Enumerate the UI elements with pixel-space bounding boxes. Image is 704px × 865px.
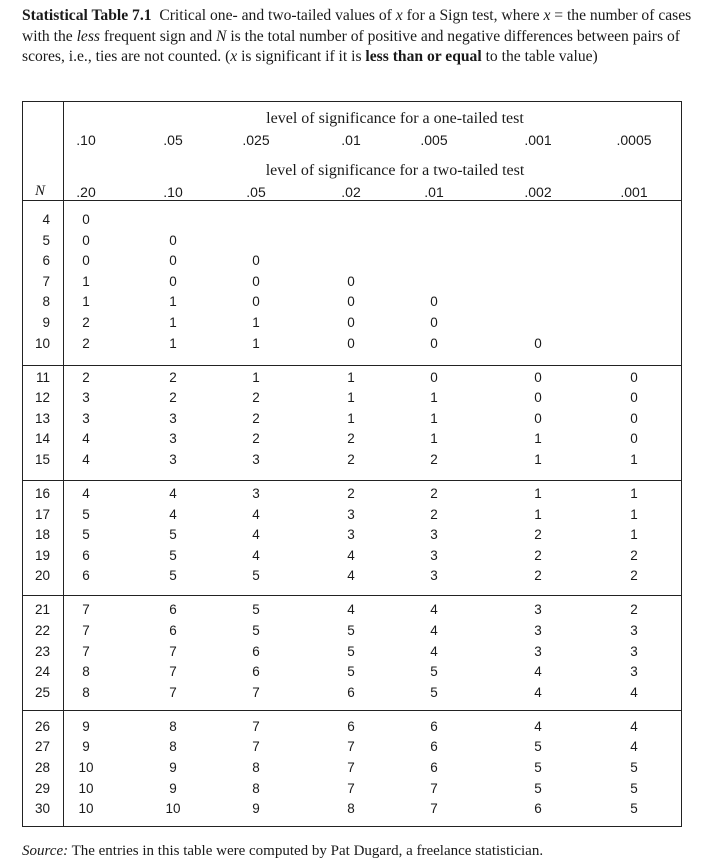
caption-variable: x [543, 7, 551, 24]
critical-value-cell: 0 [252, 253, 260, 269]
critical-value-cell: 2 [252, 390, 260, 406]
critical-value-cell: 3 [82, 390, 90, 406]
row-group-divider [23, 200, 681, 201]
critical-value-cell: 0 [252, 294, 260, 310]
column-divider [63, 102, 64, 826]
critical-value-cell: 4 [630, 718, 638, 734]
row-n-value: 4 [42, 212, 50, 227]
critical-value-cell: 7 [82, 643, 90, 659]
row-n-value: 9 [42, 315, 50, 330]
critical-value-cell: 1 [252, 369, 260, 385]
critical-value-cell: 3 [630, 664, 638, 680]
two-tailed-level: .20 [76, 184, 96, 200]
row-n-value: 17 [34, 506, 50, 522]
critical-value-cell: 1 [630, 486, 638, 501]
critical-value-cell: 8 [347, 801, 355, 817]
critical-value-cell: 7 [347, 739, 355, 755]
caption-emphasis: less [76, 27, 100, 45]
critical-value-cell: 1 [347, 390, 355, 406]
caption-text: is the total number of positive and negative differences between pairs of scores, i.e., ties are not counted. ( [22, 27, 680, 66]
n-column-header: N [35, 183, 46, 199]
critical-value-cell: 7 [169, 664, 177, 680]
critical-value-cell: 0 [252, 273, 260, 289]
critical-value-cell: 5 [82, 506, 90, 522]
critical-value-cell: 7 [82, 602, 90, 618]
critical-value-cell: 5 [430, 684, 438, 700]
critical-value-cell: 3 [534, 643, 542, 659]
critical-value-cell: 5 [347, 664, 355, 680]
row-n-value: 29 [34, 780, 50, 796]
row-n-value: 28 [34, 760, 50, 775]
critical-value-cell: 10 [165, 801, 181, 817]
critical-value-cell: 4 [252, 506, 260, 522]
row-n-value: 18 [34, 527, 50, 543]
critical-value-cell: 4 [82, 486, 90, 501]
critical-value-cell: 0 [82, 232, 90, 248]
critical-value-cell: 4 [534, 718, 542, 734]
critical-value-cell: 4 [534, 684, 542, 700]
sign-test-table [22, 101, 682, 827]
critical-value-cell: 0 [534, 390, 542, 406]
critical-value-cell: 0 [347, 335, 355, 351]
critical-value-cell: 0 [347, 273, 355, 289]
row-n-value: 11 [35, 369, 50, 385]
row-n-value: 12 [34, 390, 50, 406]
one-tailed-level: .01 [341, 132, 361, 148]
critical-value-cell: 1 [252, 315, 260, 330]
critical-value-cell: 4 [82, 452, 90, 467]
critical-value-cell: 9 [82, 739, 90, 755]
critical-value-cell: 8 [169, 718, 177, 734]
row-group-divider [23, 480, 681, 481]
critical-value-cell: 6 [169, 623, 177, 638]
critical-value-cell: 5 [534, 780, 542, 796]
row-n-value: 6 [42, 253, 50, 269]
critical-value-cell: 4 [169, 506, 177, 522]
row-n-value: 20 [34, 568, 50, 584]
critical-value-cell: 3 [347, 527, 355, 543]
critical-value-cell: 0 [347, 294, 355, 310]
caption-text: frequent sign and [99, 27, 217, 45]
critical-value-cell: 0 [430, 369, 438, 385]
critical-value-cell: 7 [169, 643, 177, 659]
critical-value-cell: 2 [630, 602, 638, 618]
critical-value-cell: 5 [252, 602, 260, 618]
critical-value-cell: 1 [169, 335, 177, 351]
critical-value-cell: 3 [430, 547, 438, 563]
critical-value-cell: 2 [82, 315, 90, 330]
caption-text: = the number of cases with the [22, 7, 692, 45]
critical-value-cell: 5 [347, 623, 355, 638]
critical-value-cell: 6 [347, 718, 355, 734]
critical-value-cell: 0 [630, 390, 638, 406]
critical-value-cell: 6 [252, 643, 260, 659]
critical-value-cell: 1 [347, 369, 355, 385]
critical-value-cell: 0 [169, 273, 177, 289]
critical-value-cell: 0 [430, 335, 438, 351]
critical-value-cell: 7 [252, 739, 260, 755]
critical-value-cell: 2 [534, 547, 542, 563]
critical-value-cell: 2 [534, 568, 542, 584]
critical-value-cell: 5 [430, 664, 438, 680]
caption-variable: x [395, 7, 403, 24]
critical-value-cell: 3 [430, 568, 438, 584]
critical-value-cell: 2 [430, 452, 438, 467]
critical-value-cell: 2 [252, 410, 260, 426]
critical-value-cell: 1 [169, 315, 177, 330]
row-n-value: 30 [34, 801, 50, 817]
critical-value-cell: 1 [252, 335, 260, 351]
critical-value-cell: 9 [82, 718, 90, 734]
row-n-value: 10 [34, 335, 50, 351]
critical-value-cell: 4 [347, 568, 355, 584]
two-tailed-level: .02 [341, 184, 361, 200]
critical-value-cell: 4 [430, 643, 438, 659]
critical-value-cell: 9 [252, 801, 260, 817]
critical-value-cell: 1 [534, 486, 542, 501]
critical-value-cell: 8 [252, 780, 260, 796]
critical-value-cell: 9 [169, 780, 177, 796]
critical-value-cell: 0 [630, 410, 638, 426]
critical-value-cell: 0 [630, 369, 638, 385]
critical-value-cell: 1 [430, 410, 438, 426]
critical-value-cell: 5 [630, 801, 638, 817]
critical-value-cell: 5 [169, 527, 177, 543]
critical-value-cell: 0 [82, 253, 90, 269]
row-n-value: 27 [34, 739, 50, 755]
critical-value-cell: 9 [169, 760, 177, 775]
row-n-value: 14 [34, 431, 50, 447]
critical-value-cell: 4 [252, 527, 260, 543]
row-n-value: 21 [34, 602, 50, 618]
critical-value-cell: 5 [82, 527, 90, 543]
row-group-divider [23, 365, 681, 366]
critical-value-cell: 3 [169, 431, 177, 447]
critical-value-cell: 3 [169, 410, 177, 426]
critical-value-cell: 7 [430, 780, 438, 796]
row-n-value: 13 [34, 410, 50, 426]
critical-value-cell: 2 [430, 506, 438, 522]
critical-value-cell: 0 [534, 335, 542, 351]
one-tailed-level: .001 [524, 132, 552, 148]
critical-value-cell: 5 [534, 739, 542, 755]
critical-value-cell: 1 [534, 452, 542, 467]
caption-text: is significant if it is [237, 48, 366, 66]
critical-value-cell: 6 [252, 664, 260, 680]
critical-value-cell: 4 [534, 664, 542, 680]
one-tailed-level: .025 [242, 132, 270, 148]
row-n-value: 15 [34, 452, 50, 467]
critical-value-cell: 2 [630, 547, 638, 563]
critical-value-cell: 3 [82, 410, 90, 426]
critical-value-cell: 2 [630, 568, 638, 584]
critical-value-cell: 5 [534, 760, 542, 775]
caption-text: Critical one- and two-tailed values of [159, 7, 396, 24]
critical-value-cell: 6 [430, 739, 438, 755]
two-tailed-level: .002 [524, 184, 552, 200]
caption-label: Statistical Table 7.1 [22, 7, 152, 24]
critical-value-cell: 0 [630, 431, 638, 447]
critical-value-cell: 8 [252, 760, 260, 775]
table-caption [22, 6, 692, 68]
one-tailed-level: .0005 [616, 132, 652, 148]
critical-value-cell: 6 [534, 801, 542, 817]
source-label: Source: [22, 843, 69, 859]
critical-value-cell: 1 [630, 527, 638, 543]
critical-value-cell: 5 [252, 568, 260, 584]
one-tailed-level: .05 [163, 132, 183, 148]
row-n-value: 23 [34, 643, 50, 659]
critical-value-cell: 6 [430, 718, 438, 734]
critical-value-cell: 2 [430, 486, 438, 501]
critical-value-cell: 0 [169, 232, 177, 248]
critical-value-cell: 5 [169, 568, 177, 584]
caption-text: for a Sign test, where [402, 7, 544, 24]
row-n-value: 5 [42, 232, 50, 248]
critical-value-cell: 3 [534, 602, 542, 618]
two-tailed-level: .01 [424, 184, 444, 200]
critical-value-cell: 1 [630, 506, 638, 522]
critical-value-cell: 3 [430, 527, 438, 543]
critical-value-cell: 2 [169, 390, 177, 406]
caption-text: to the table value) [481, 48, 598, 66]
critical-value-cell: 3 [169, 452, 177, 467]
critical-value-cell: 6 [82, 568, 90, 584]
critical-value-cell: 4 [347, 547, 355, 563]
two-tailed-level: .001 [620, 184, 648, 200]
critical-value-cell: 2 [347, 431, 355, 447]
critical-value-cell: 5 [630, 760, 638, 775]
critical-value-cell: 1 [347, 410, 355, 426]
critical-value-cell: 6 [169, 602, 177, 618]
critical-value-cell: 2 [82, 335, 90, 351]
critical-value-cell: 3 [252, 452, 260, 467]
critical-value-cell: 7 [347, 760, 355, 775]
critical-value-cell: 8 [82, 664, 90, 680]
critical-value-cell: 4 [630, 739, 638, 755]
caption-variable: x [230, 48, 238, 66]
critical-value-cell: 4 [347, 602, 355, 618]
critical-value-cell: 7 [252, 684, 260, 700]
critical-value-cell: 6 [430, 760, 438, 775]
critical-value-cell: 7 [252, 718, 260, 734]
critical-value-cell: 0 [534, 369, 542, 385]
critical-value-cell: 3 [630, 623, 638, 638]
row-n-value: 26 [34, 718, 50, 734]
critical-value-cell: 4 [630, 684, 638, 700]
source-note [22, 843, 543, 860]
row-n-value: 22 [34, 623, 50, 638]
critical-value-cell: 4 [430, 602, 438, 618]
critical-value-cell: 1 [82, 294, 90, 310]
critical-value-cell: 1 [169, 294, 177, 310]
critical-value-cell: 0 [430, 294, 438, 310]
critical-value-cell: 1 [82, 273, 90, 289]
critical-value-cell: 1 [430, 390, 438, 406]
two-tailed-level: .10 [163, 184, 183, 200]
row-group-divider [23, 595, 681, 596]
row-n-value: 24 [34, 664, 50, 680]
one-tailed-level: .10 [76, 132, 96, 148]
critical-value-cell: 4 [252, 547, 260, 563]
caption-bold: less than or equal [365, 48, 482, 66]
caption-variable: N [216, 27, 227, 45]
row-n-value: 16 [34, 486, 50, 501]
critical-value-cell: 3 [534, 623, 542, 638]
critical-value-cell: 3 [252, 486, 260, 501]
critical-value-cell: 10 [78, 780, 94, 796]
critical-value-cell: 8 [82, 684, 90, 700]
critical-value-cell: 2 [347, 486, 355, 501]
critical-value-cell: 10 [78, 760, 94, 775]
critical-value-cell: 5 [169, 547, 177, 563]
critical-value-cell: 4 [169, 486, 177, 501]
row-group-divider [23, 710, 681, 711]
one-tailed-level: .005 [420, 132, 448, 148]
source-text: The entries in this table were computed by Pat Dugard, a freelance statistician. [68, 843, 544, 859]
one-tailed-header: level of significance for a one-tailed test [266, 110, 524, 127]
critical-value-cell: 3 [347, 506, 355, 522]
two-tailed-level: .05 [246, 184, 266, 200]
critical-value-cell: 1 [430, 431, 438, 447]
critical-value-cell: 8 [169, 739, 177, 755]
critical-value-cell: 5 [347, 643, 355, 659]
critical-value-cell: 5 [630, 780, 638, 796]
critical-value-cell: 5 [252, 623, 260, 638]
critical-value-cell: 2 [82, 369, 90, 385]
critical-value-cell: 2 [534, 527, 542, 543]
critical-value-cell: 0 [169, 253, 177, 269]
critical-value-cell: 1 [534, 431, 542, 447]
critical-value-cell: 6 [82, 547, 90, 563]
critical-value-cell: 4 [82, 431, 90, 447]
critical-value-cell: 7 [430, 801, 438, 817]
critical-value-cell: 1 [534, 506, 542, 522]
critical-value-cell: 1 [630, 452, 638, 467]
critical-value-cell: 2 [347, 452, 355, 467]
critical-value-cell: 10 [78, 801, 94, 817]
critical-value-cell: 0 [534, 410, 542, 426]
critical-value-cell: 7 [169, 684, 177, 700]
critical-value-cell: 0 [82, 212, 90, 227]
critical-value-cell: 0 [430, 315, 438, 330]
critical-value-cell: 7 [82, 623, 90, 638]
two-tailed-header: level of significance for a two-tailed test [265, 162, 525, 179]
critical-value-cell: 6 [347, 684, 355, 700]
row-n-value: 25 [34, 684, 50, 700]
critical-value-cell: 2 [169, 369, 177, 385]
critical-value-cell: 7 [347, 780, 355, 796]
row-n-value: 8 [42, 294, 50, 310]
critical-value-cell: 3 [630, 643, 638, 659]
critical-value-cell: 4 [430, 623, 438, 638]
critical-value-cell: 2 [252, 431, 260, 447]
critical-value-cell: 0 [347, 315, 355, 330]
row-n-value: 7 [42, 273, 50, 289]
row-n-value: 19 [34, 547, 50, 563]
